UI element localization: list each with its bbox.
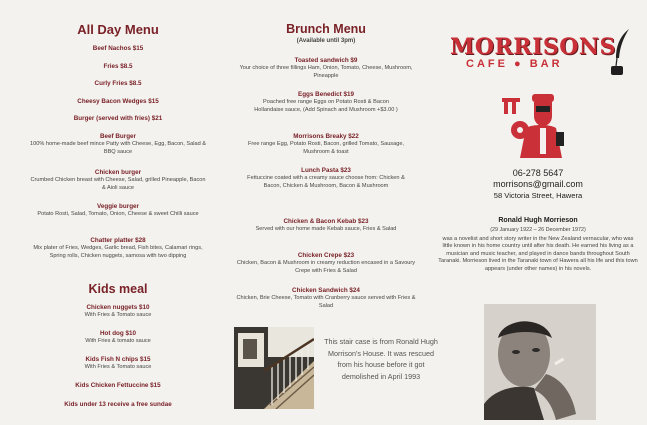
item-name: Hot dog $10 — [99, 330, 137, 337]
logo-tagline: CAFE ● BAR — [466, 58, 563, 70]
brunch-title: Brunch Menu — [286, 22, 366, 36]
bio-text: was a novelist and short story writer in the New Zealand vernacular, who was little known in his home country until after his death. He earned his living as a musician and music teacher, and played in dance bands throughout South Taranaki. Morrieson lived in the Taranaki town of Hawera all his life and this town appears (under other names) in his novels. — [438, 236, 638, 272]
item-desc: Fettuccine coated with a creamy sauce choose from: Chicken & Bacon, Chicken & Mushroom, Bacon & Mushroom — [247, 175, 405, 189]
item-name: Eggs Benedict $19 — [298, 91, 354, 98]
kids-title: Kids meal — [88, 282, 148, 296]
menu-item — [20, 114, 216, 123]
bio-title: Ronald Hugh Morrieson — [498, 217, 578, 224]
item-name: Toasted sandwich $9 — [294, 57, 358, 64]
item-desc: Mix plater of Fries, Wedges, Garlic bread, Fish bites, Calamari rings, Spring rolls, Chicken nuggets, samosa with two dipping — [33, 245, 203, 259]
item-desc: With Fries & Tomato sauce — [84, 364, 152, 370]
menu-item — [20, 44, 216, 53]
menu-item — [20, 355, 216, 372]
info-column — [436, 0, 640, 425]
note-text: Kids under 13 receive a free sundae — [64, 401, 172, 408]
item-name: Chicken Crepe $23 — [297, 252, 355, 259]
menu-item — [20, 329, 216, 346]
item-desc: Potato Rosti, Salad, Tomato, Onion, Cheese & sweet Chilli sauce — [37, 211, 199, 217]
menu-item — [20, 132, 216, 156]
kids-note — [20, 401, 216, 408]
menu-item — [226, 56, 426, 80]
item-name: Chatter platter $28 — [90, 237, 146, 244]
author-portrait — [484, 304, 596, 420]
brunch-subtitle: (Available until 3pm) — [296, 38, 356, 44]
menu-item — [20, 381, 216, 390]
item-name: Fries $8.5 — [103, 63, 133, 70]
morrisons-logo — [446, 34, 631, 82]
menu-item — [20, 97, 216, 106]
item-name: Chicken burger — [94, 169, 142, 176]
item-name: Veggie burger — [97, 203, 139, 210]
portrait-image — [484, 304, 596, 420]
item-desc: Served with our home made Kebab sauce, Fries & Salad — [255, 226, 397, 232]
item-desc: Crumbed Chicken breast with Cheese, Salad, grilled Pineapple, Bacon & Aioli sauce — [30, 177, 206, 191]
menu-item — [20, 79, 216, 88]
menu-item — [20, 303, 216, 320]
item-desc: With Fries & Tomato sauce — [84, 312, 152, 318]
menu-item — [20, 236, 216, 260]
contact-block — [436, 168, 640, 201]
item-desc: With Fries & tomato sauce — [85, 338, 151, 344]
logo-wordmark: MORRISONS — [450, 34, 616, 60]
item-name: Beef Burger — [99, 133, 137, 140]
item-name: Cheesy Bacon Wedges $15 — [77, 98, 159, 105]
menu-item — [226, 217, 426, 234]
staircase-caption: This stair case is from Ronald Hugh Morrison's House. It was rescued from his house before it got demolished in April 1993 — [324, 337, 438, 381]
menu-item — [226, 90, 426, 114]
item-name: Beef Nachos $15 — [92, 45, 144, 52]
phone-number: 06-278 5647 — [512, 168, 564, 178]
menu-item — [226, 132, 426, 156]
all-day-column — [20, 0, 216, 425]
item-name: Lunch Pasta $23 — [301, 167, 351, 174]
item-name: Morrisons Breaky $22 — [293, 133, 359, 140]
bio-dates: (29 January 1922 – 26 December 1972) — [490, 227, 586, 233]
street-address: 58 Victoria Street, Hawera — [493, 191, 583, 200]
menu-item — [226, 286, 426, 310]
menu-item — [226, 251, 426, 275]
all-day-title: All Day Menu — [77, 22, 159, 37]
menu-item — [20, 168, 216, 192]
quill-pen-icon — [610, 28, 632, 76]
item-name: Chicken & Bacon Kebab $23 — [283, 218, 369, 225]
item-name: Burger (served with fries) $21 — [73, 115, 163, 122]
menu-item — [20, 62, 216, 71]
staircase-photo — [234, 327, 314, 409]
item-desc: Chicken, Brie Cheese, Tomato with Cranberry sauce served with Fries & Salad — [236, 295, 416, 309]
email-address: morrisons@gmail.com — [493, 179, 583, 189]
item-desc: 100% home-made beef mince Patty with Cheese, Egg, Bacon, Salad & BBQ sauce — [30, 141, 206, 155]
item-name: Kids Fish N chips $15 — [85, 356, 151, 363]
item-desc: Chicken, Bacon & Mushroom in creamy reduction encased in a Savoury Crepe with Fries & Salad — [236, 260, 416, 274]
item-desc: Free range Egg, Potato Rosti, Bacon, grilled Tomato, Sausage, Mushroom & toast — [248, 141, 404, 155]
item-desc: Poached free range Eggs on Potato Rosti & Bacon Hollandaise sauce, (Add Spinach and Mushroom +$3.00 ) — [254, 99, 398, 113]
item-name: Kids Chicken Fettuccine $15 — [75, 382, 161, 389]
item-desc: Your choice of three fillings Ham, Onion, Tomato, Cheese, Mushroom, Pineapple — [239, 65, 413, 79]
menu-item — [20, 202, 216, 219]
item-name: Chicken Sandwich $24 — [292, 287, 360, 294]
bartender-illustration — [496, 92, 580, 158]
staircase-image — [234, 327, 314, 409]
menu-item — [226, 166, 426, 190]
item-name: Chicken nuggets $10 — [86, 304, 150, 311]
item-name: Curly Fries $8.5 — [94, 80, 142, 87]
